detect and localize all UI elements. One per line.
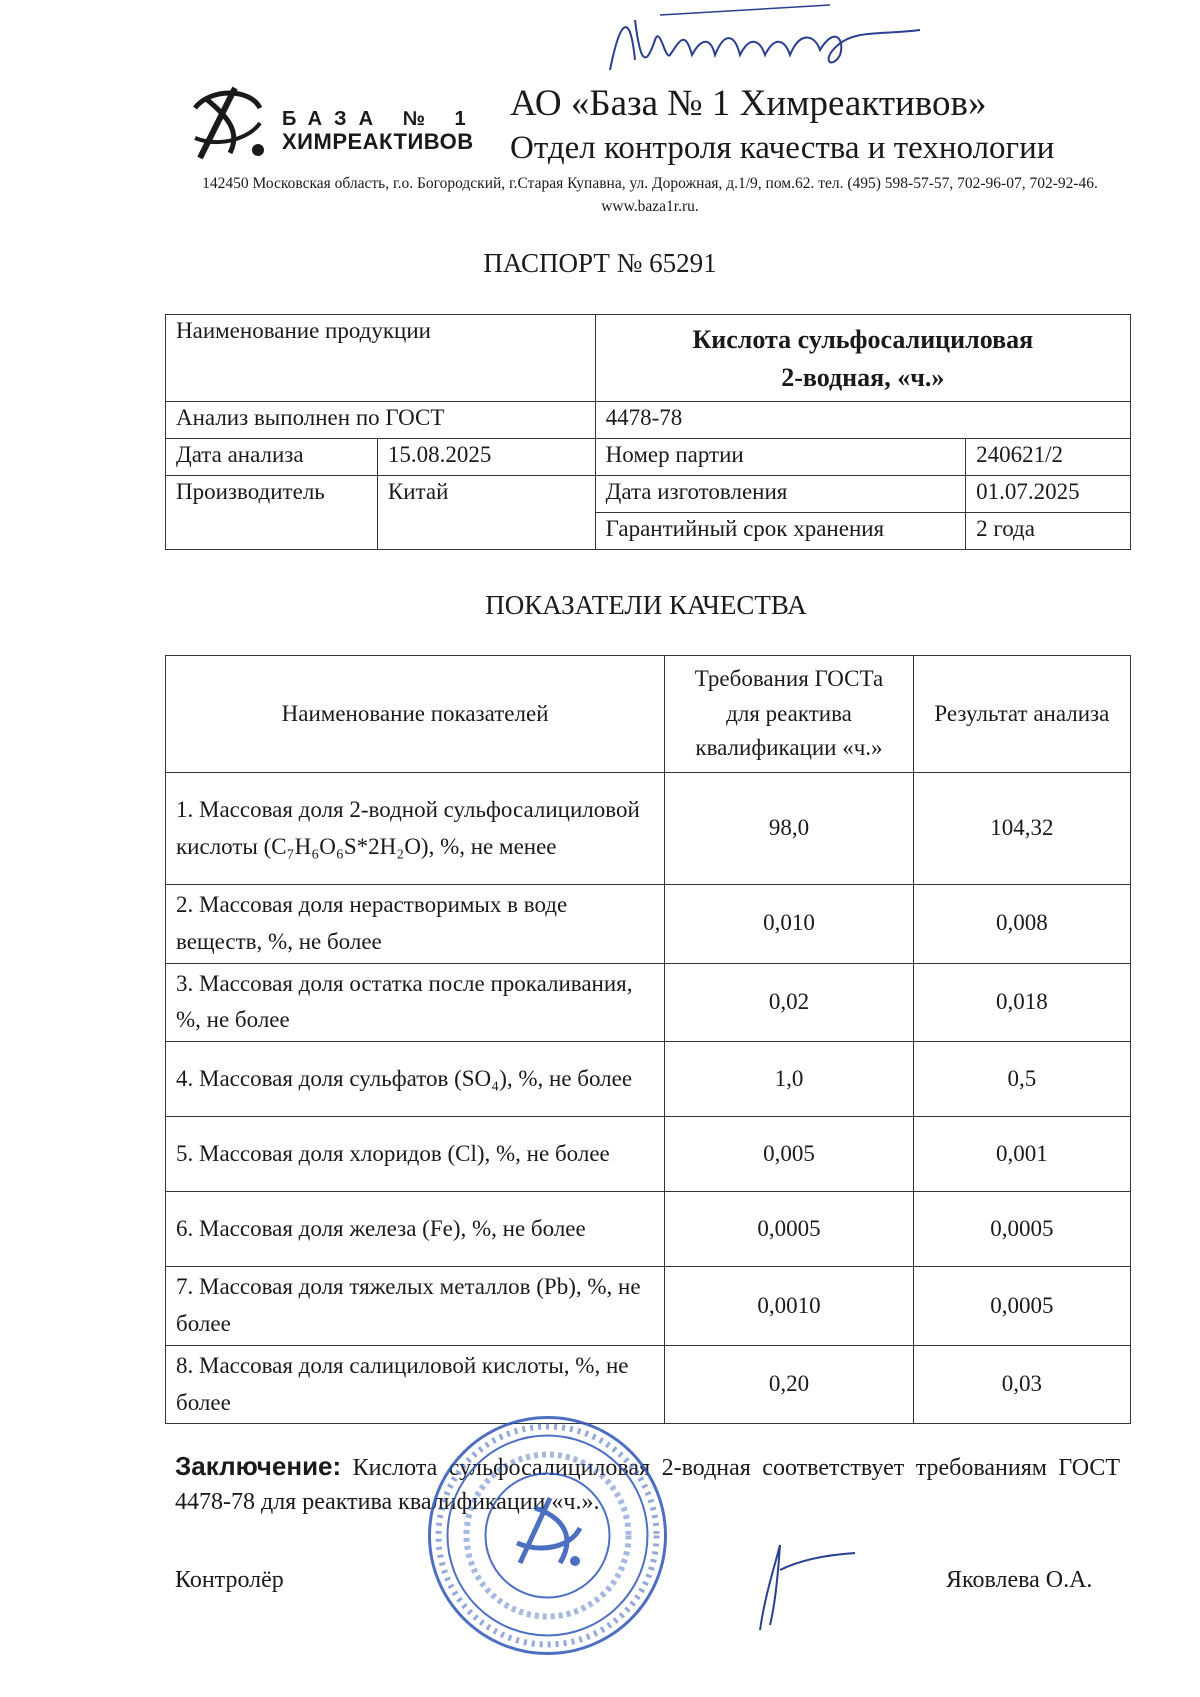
product-label: Наименование продукции: [166, 315, 596, 402]
quality-table: [165, 655, 1131, 1424]
requirement-value: 0,02: [665, 963, 914, 1042]
table-row: [166, 1267, 1131, 1346]
quality-section-title: ПОКАЗАТЕЛИ КАЧЕСТВА: [485, 590, 807, 620]
controller-label: Контролёр: [175, 1567, 284, 1593]
table-row: [166, 1192, 1131, 1267]
requirement-value: 0,010: [665, 885, 914, 964]
product-name-line1: Кислота сульфосалициловая: [692, 325, 1034, 354]
indicator-name: 5. Массовая доля хлоридов (Cl), %, не более: [166, 1117, 665, 1192]
indicator-name: 4. Массовая доля сульфатов (SO₄), %, не более: [166, 1042, 665, 1117]
conclusion-text: Кислота сульфосалициловая 2-водная соответствует требованиям ГОСТ 4478-78 для реактива квалификации «ч.».: [175, 1455, 1121, 1515]
info-row-date-batch: [166, 439, 1131, 476]
gost-value: 4478-78: [595, 402, 1130, 439]
result-value: 0,018: [913, 963, 1130, 1042]
company-logo: [180, 78, 270, 168]
header-indicator-name: Наименование показателей: [166, 656, 665, 773]
requirement-value: 0,005: [665, 1117, 914, 1192]
conclusion-label: Заключение:: [175, 1451, 342, 1481]
shelf-life-label: Гарантийный срок хранения: [595, 513, 965, 550]
batch-label: Номер партии: [595, 439, 965, 476]
requirement-value: 1,0: [665, 1042, 914, 1117]
company-name: АО «База № 1 Химреактивов»: [510, 83, 987, 124]
batch-value: 240621/2: [966, 439, 1131, 476]
indicator-name: 8. Массовая доля салициловой кислоты, %, не более: [166, 1345, 665, 1424]
result-value: 0,03: [913, 1345, 1130, 1424]
analysis-date-label: Дата анализа: [166, 439, 378, 476]
gost-label: Анализ выполнен по ГОСТ: [166, 402, 596, 439]
product-name-line2: 2-водная, «ч.»: [781, 362, 945, 392]
top-signature: [600, 0, 930, 95]
company-seal-stamp: [425, 1413, 670, 1658]
result-value: 0,0005: [913, 1267, 1130, 1346]
logo-line1: БАЗА № 1: [282, 108, 478, 130]
manufacture-date-value: 01.07.2025: [966, 476, 1131, 513]
requirement-value: 0,0005: [665, 1192, 914, 1267]
logo-line2: ХИМРЕАКТИВОВ: [282, 129, 474, 154]
header-requirement: Требования ГОСТа для реактива квалификации «ч.»: [665, 656, 914, 773]
info-row-product: [166, 315, 1131, 402]
manufacturer-label: Производитель: [166, 476, 378, 550]
indicator-name: 1. Массовая доля 2-водной сульфосалициловой кислоты (C₇H₆O₆S*2H₂O), %, не менее: [166, 773, 665, 885]
result-value: 0,0005: [913, 1192, 1130, 1267]
info-row-gost: [166, 402, 1131, 439]
result-value: 104,32: [913, 773, 1130, 885]
indicator-name: 2. Массовая доля нерастворимых в воде веществ, %, не более: [166, 885, 665, 964]
manufacture-date-label: Дата изготовления: [595, 476, 965, 513]
requirement-value: 98,0: [665, 773, 914, 885]
info-row-manufacturer: [166, 476, 1131, 513]
result-value: 0,001: [913, 1117, 1130, 1192]
result-value: 0,5: [913, 1042, 1130, 1117]
product-info-table: [165, 314, 1131, 550]
shelf-life-value: 2 года: [966, 513, 1131, 550]
indicator-name: 3. Массовая доля остатка после прокаливания, %, не более: [166, 963, 665, 1042]
indicator-name: 6. Массовая доля железа (Fe), %, не более: [166, 1192, 665, 1267]
quality-header-row: [166, 656, 1131, 773]
result-value: 0,008: [913, 885, 1130, 964]
document-title: ПАСПОРТ № 65291: [483, 248, 717, 278]
table-row: [166, 1117, 1131, 1192]
table-row: [166, 773, 1131, 885]
controller-name: Яковлева О.А.: [946, 1567, 1093, 1593]
company-address: 142450 Московская область, г.о. Богородский, г.Старая Купавна, ул. Дорожная, д.1/9, пом.62. тел. (495) 598-57-57, 702-96-07, 702-92-46. www.baza1r.ru.: [202, 175, 1098, 216]
controller-signature: [720, 1525, 860, 1635]
requirement-value: 0,0010: [665, 1267, 914, 1346]
logo-text: [282, 108, 478, 154]
table-row: [166, 885, 1131, 964]
product-name: [595, 315, 1130, 402]
table-row: [166, 963, 1131, 1042]
department-name: Отдел контроля качества и технологии: [510, 130, 1055, 166]
analysis-date-value: 15.08.2025: [377, 439, 595, 476]
manufacturer-value: Китай: [377, 476, 595, 550]
indicator-name: 7. Массовая доля тяжелых металлов (Pb), %, не более: [166, 1267, 665, 1346]
requirement-value: 0,20: [665, 1345, 914, 1424]
header-result: Результат анализа: [913, 656, 1130, 773]
table-row: [166, 1042, 1131, 1117]
